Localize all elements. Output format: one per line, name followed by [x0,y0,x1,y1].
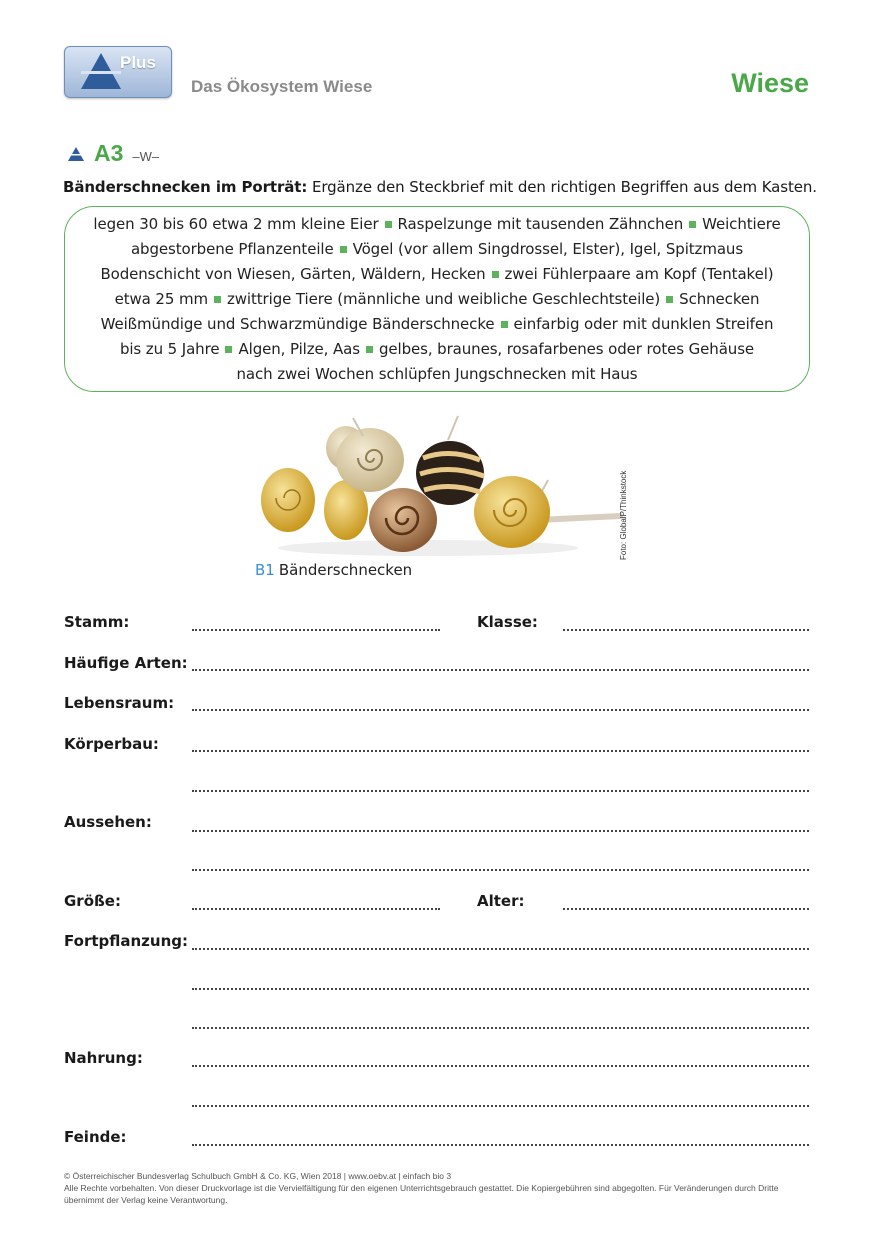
difficulty-triangle-icon [68,147,84,161]
snail-photo [258,408,628,558]
label-nahrung: Nahrung: [64,1049,143,1067]
word-term: einfarbig oder mit dunklen Streifen [513,315,774,333]
page-subtitle: Das Ökosystem Wiese [191,77,373,96]
answer-line-stamm[interactable] [192,627,440,631]
answer-line-koerperbau[interactable] [192,788,809,792]
answer-line-nahrung[interactable] [192,1103,809,1107]
separator-square-icon [225,346,232,353]
word-box-line [65,215,809,233]
answer-line-nahrung[interactable] [192,1063,809,1067]
answer-line-fortpflanzung[interactable] [192,1025,809,1029]
word-term: bis zu 5 Jahre [119,340,220,358]
task-instruction-text: Ergänze den Steckbrief mit den richtigen Begriffen aus dem Kasten. [307,178,817,196]
figure-label: B1 [255,561,275,579]
label-fortpflanzung: Fortpflanzung: [64,932,188,950]
word-term: Vögel (vor allem Singdrossel, Elster), Igel, Spitzmaus [352,240,744,258]
task-instruction [63,178,817,196]
answer-line-groesse[interactable] [192,906,440,910]
answer-line-fortpflanzung[interactable] [192,986,809,990]
word-term: legen 30 bis 60 etwa 2 mm kleine Eier [93,215,379,233]
separator-square-icon [214,296,221,303]
separator-square-icon [501,321,508,328]
plus-logo [64,46,172,98]
label-groesse: Größe: [64,892,121,910]
word-term: nach zwei Wochen schlüpfen Jungschnecken mit Haus [236,365,638,383]
section-title: Wiese [731,68,809,98]
answer-line-aussehen[interactable] [192,867,809,871]
triangle-logo-icon [79,51,123,91]
figure-caption-text: Bänderschnecken [278,561,413,579]
footer-copyright: © Österreichischer Bundesverlag Schulbuch GmbH & Co. KG, Wien 2018 | www.oebv.at | einfach bio 3 [64,1171,452,1181]
separator-square-icon [492,271,499,278]
answer-line-alter[interactable] [563,906,809,910]
separator-square-icon [366,346,373,353]
word-term: zwittrige Tiere (männliche und weibliche Geschlechtsteile) [226,290,661,308]
label-klasse: Klasse: [477,613,538,631]
answer-line-feinde[interactable] [192,1142,809,1146]
logo-plus-label: Plus [120,53,156,72]
label-aussehen: Aussehen: [64,813,152,831]
label-lebensraum: Lebensraum: [64,694,175,712]
word-term: Bodenschicht von Wiesen, Gärten, Wäldern, Hecken [100,265,486,283]
word-term: Weißmündige und Schwarzmündige Bänderschnecke [100,315,495,333]
word-term: gelbes, braunes, rosafarbenes oder rotes Gehäuse [378,340,755,358]
answer-line-lebensraum[interactable] [192,707,809,711]
answer-line-klasse[interactable] [563,627,809,631]
word-term: Weichtiere [702,215,781,233]
word-box-line [65,315,809,333]
separator-square-icon [385,221,392,228]
word-term: Algen, Pilze, Aas [238,340,360,358]
separator-square-icon [340,246,347,253]
task-heading [68,140,159,167]
answer-line-aussehen[interactable] [192,828,809,832]
task-title: Bänderschnecken im Porträt: [63,178,308,196]
word-box [64,206,810,392]
word-box-line [65,265,809,283]
word-term: Raspelzunge mit tausenden Zähnchen [397,215,684,233]
separator-square-icon [689,221,696,228]
label-stamm: Stamm: [64,613,130,631]
figure-caption [255,561,412,579]
word-term: abgestorbene Pflanzenteile [130,240,334,258]
label-alter: Alter: [477,892,525,910]
photo-credit: Foto: GlobalP/Thinkstock [619,470,628,560]
label-koerperbau: Körperbau: [64,735,159,753]
word-term: Schnecken [679,290,760,308]
label-feinde: Feinde: [64,1128,127,1146]
answer-line-fortpflanzung[interactable] [192,946,809,950]
task-number: A3 [94,140,124,166]
label-arten: Häufige Arten: [64,654,188,672]
word-box-line [65,240,809,258]
answer-line-arten[interactable] [192,667,809,671]
word-term: etwa 25 mm [114,290,208,308]
word-box-line [65,365,809,383]
word-term: zwei Fühlerpaare am Kopf (Tentakel) [504,265,774,283]
footer-rights: Alle Rechte vorbehalten. Von dieser Druckvorlage ist die Vervielfältigung für den eigenen Unterrichtsgebrauch gestattet. Die Kopiergebühren sind abgegolten. Für Veränderungen durch Dritte übernimmt der Verlag keine Verantwortung. [64,1183,779,1205]
word-box-line [65,340,809,358]
task-level: –W– [132,149,160,164]
answer-line-koerperbau[interactable] [192,748,809,752]
separator-square-icon [666,296,673,303]
word-box-line [65,290,809,308]
footer [64,1170,804,1206]
